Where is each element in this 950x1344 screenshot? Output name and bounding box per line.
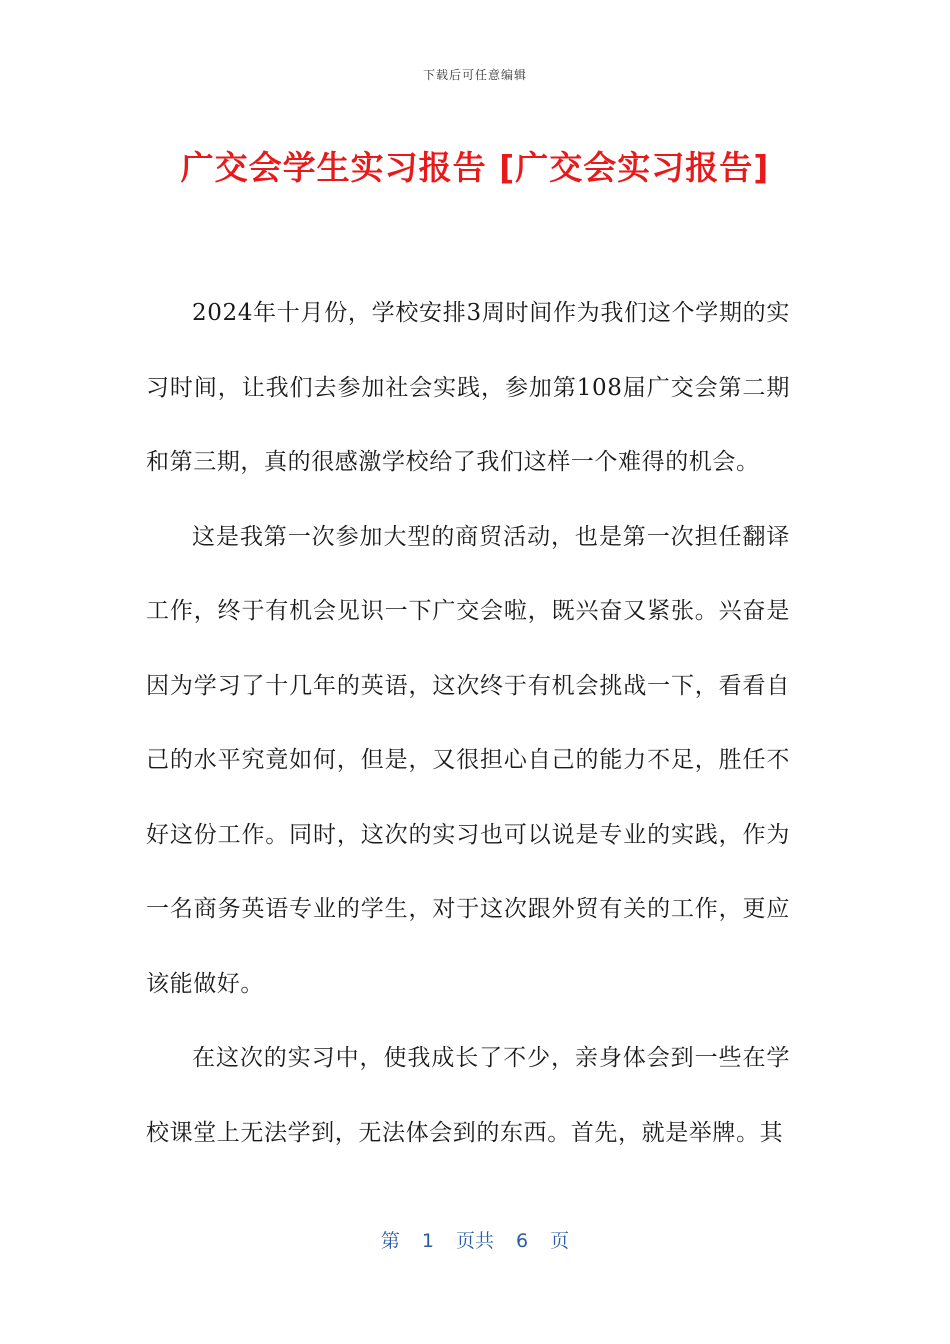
paragraph-1: 2024年十月份，学校安排3周时间作为我们这个学期的实习时间，让我们去参加社会实践，参加第108届广交会第二期和第三期，真的很感激学校给了我们这样一个难得的机会。 bbox=[146, 300, 790, 475]
page-footer bbox=[0, 1226, 950, 1253]
page-prefix: 第 bbox=[380, 1230, 400, 1252]
document-body bbox=[146, 276, 790, 1170]
document-title: 广交会学生实习报告 [广交会实习报告] bbox=[180, 148, 770, 187]
header-note: 下载后可任意编辑 bbox=[422, 68, 527, 82]
paragraph-2: 这是我第一次参加大型的商贸活动，也是第一次担任翻译工作，终于有机会见识一下广交会啦，既兴奋又紧张。兴奋是因为学习了十几年的英语，这次终于有机会挑战一下，看看自己的水平究竟如何，但是，又很担心自己的能力不足，胜任不好这份工作。同时，这次的实习也可以说是专业的实践，作为一名商务英语专业的学生，对于这次跟外贸有关的工作，更应该能做好。 bbox=[146, 523, 790, 997]
total-pages-number: 6 bbox=[516, 1230, 529, 1252]
paragraph-3: 在这次的实习中，使我成长了不少，亲身体会到一些在学校课堂上无法学到，无法体会到的东西。首先，就是举牌。其 bbox=[146, 1045, 790, 1146]
page-middle-label: 页共 bbox=[455, 1230, 494, 1252]
current-page-number: 1 bbox=[421, 1230, 434, 1252]
page-suffix: 页 bbox=[550, 1230, 570, 1252]
